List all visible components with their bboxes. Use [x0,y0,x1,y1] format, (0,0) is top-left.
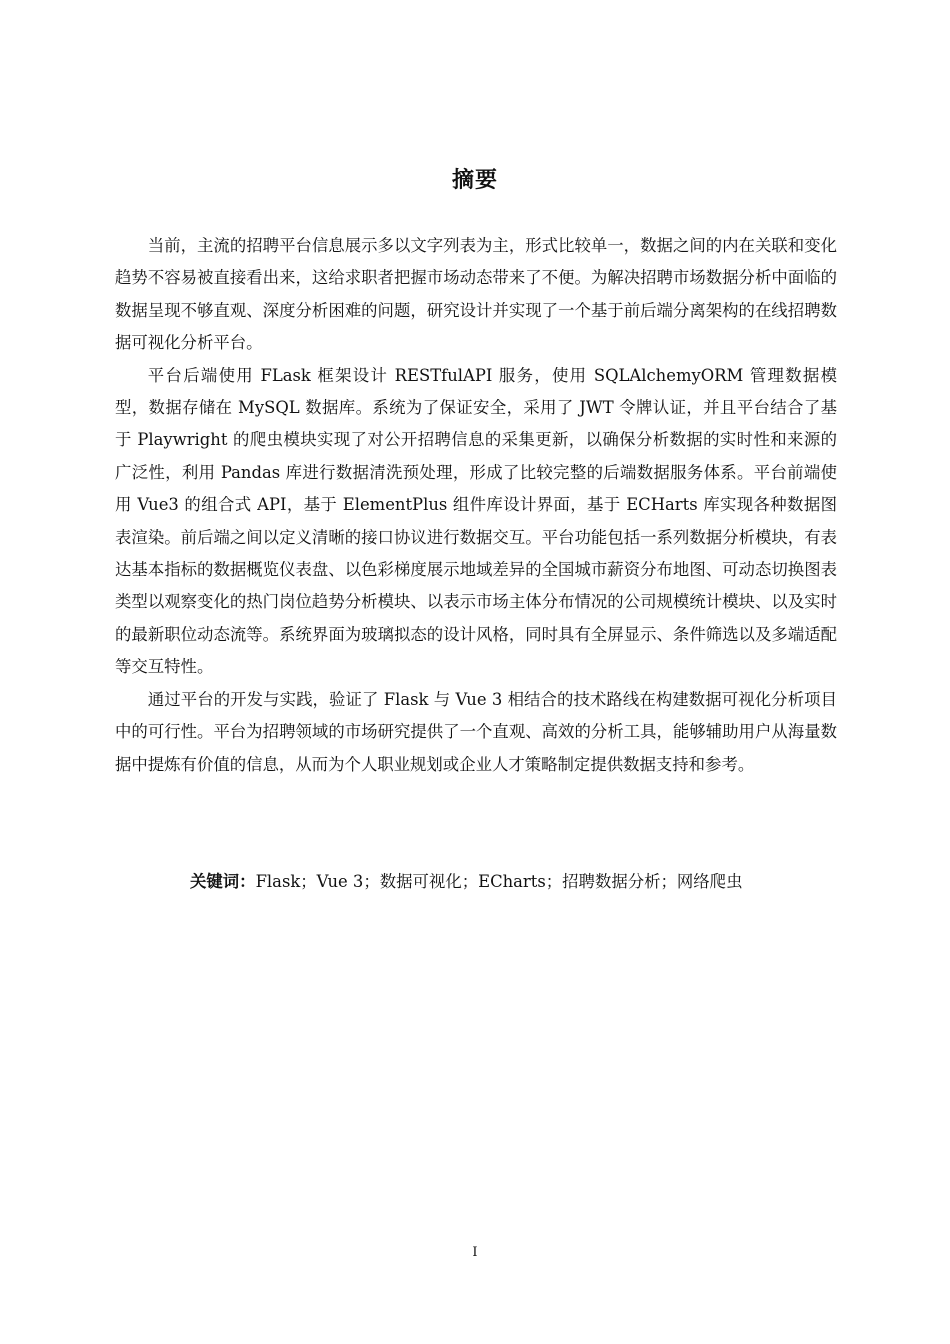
abstract-paragraph-1: 当前，主流的招聘平台信息展示多以文字列表为主，形式比较单一，数据之间的内在关联和变化趋势不容易被直接看出来，这给求职者把握市场动态带来了不便。为解决招聘市场数据分析中面临的数据呈现不够直观、深度分析困难的问题，研究设计并实现了一个基于前后端分离架构的在线招聘数据可视化分析平台。 [115,236,837,353]
abstract-paragraph-2: 平台后端使用 FLask 框架设计 RESTfulAPI 服务，使用 SQLAlchemyORM 管理数据模型，数据存储在 MySQL 数据库。系统为了保证安全，采用了 JWT 令牌认证，并且平台结合了基于 Playwright 的爬虫模块实现了对公开招聘信息的采集更新，以确保分析数据的实时性和来源的广泛性，利用 Pandas 库进行数据清洗预处理，形成了比较完整的后端数据服务体系。平台前端使用 Vue3 的组合式 API，基于 ElementPlus 组件库设计界面，基于 ECHarts 库实现各种数据图表渲染。前后端之间以定义清晰的接口协议进行数据交互。平台功能包括一系列数据分析模块，有表达基本指标的数据概览仪表盘、以色彩梯度展示地域差异的全国城市薪资分布地图、可动态切换图表类型以观察变化的热门岗位趋势分析模块、以表示市场主体分布情况的公司规模统计模块、以及实时的最新职位动态流等。系统界面为玻璃拟态的设计风格，同时具有全屏显示、条件筛选以及多端适配等交互特性。 [115,365,837,677]
abstract-paragraph-3: 通过平台的开发与实践，验证了 Flask 与 Vue 3 相结合的技术路线在构建数据可视化分析项目中的可行性。平台为招聘领域的市场研究提供了一个直观、高效的分析工具，能够辅助用户从海量数据中提炼有价值的信息，从而为个人职业规划或企业人才策略制定提供数据支持和参考。 [115,689,837,774]
keywords-list: Flask；Vue 3；数据可视化；ECharts；招聘数据分析；网络爬虫 [255,872,743,891]
keywords-label: 关键词： [190,872,256,891]
keywords-line [190,866,890,898]
abstract-title: 摘要 [451,168,498,193]
page-number: I [472,1245,478,1260]
abstract-body [115,230,837,781]
